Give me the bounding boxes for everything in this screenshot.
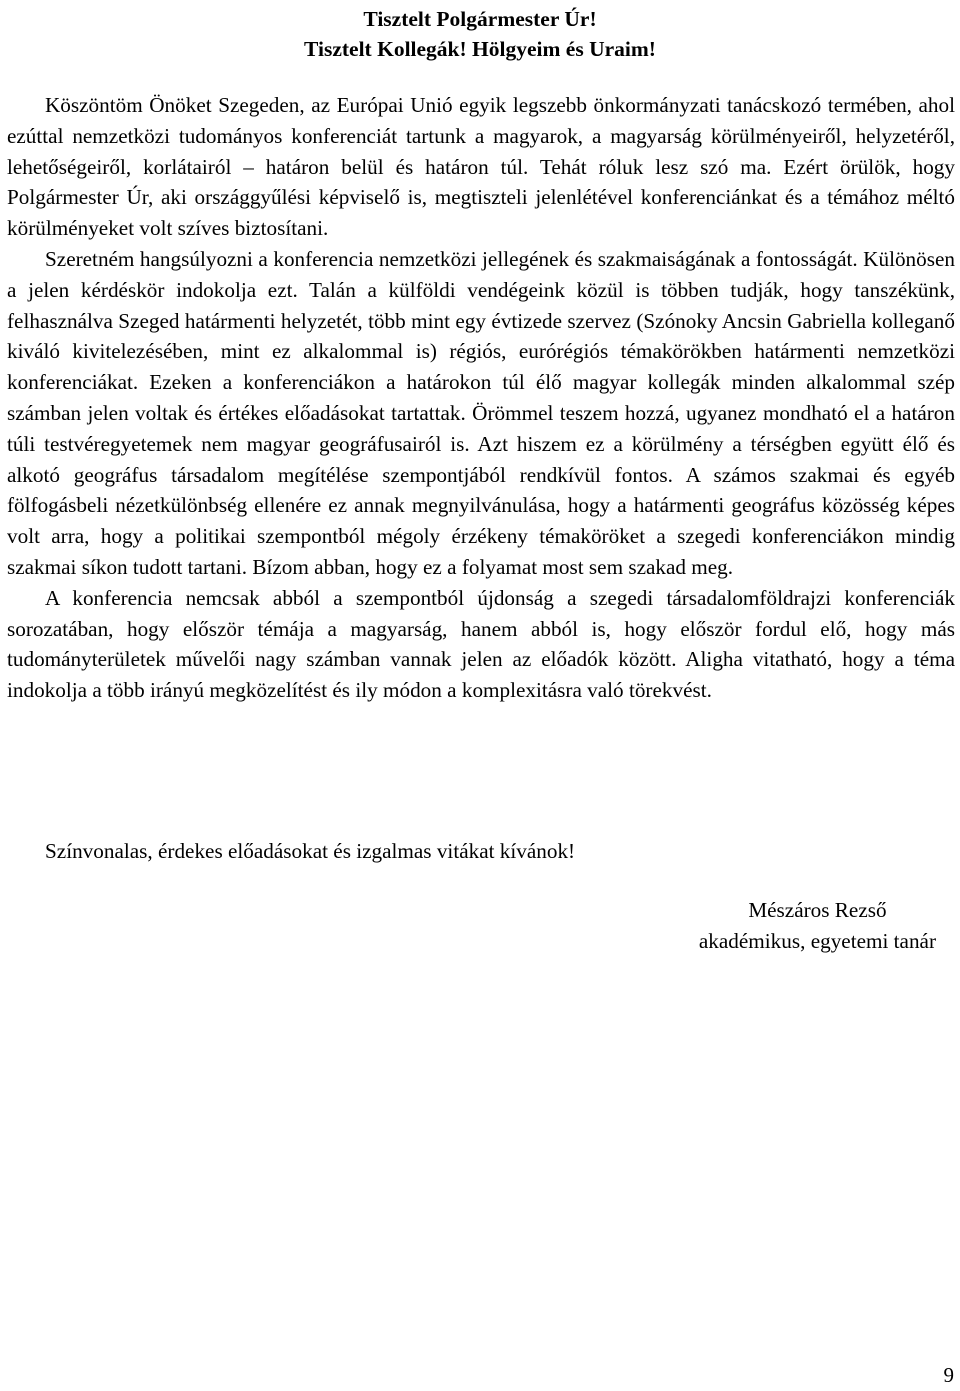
body-text — [7, 90, 955, 706]
signature-title: akadémikus, egyetemi tanár — [698, 929, 936, 953]
salutation-line-2: Tisztelt Kollegák! Hölgyeim és Uraim! — [304, 37, 656, 61]
salutation — [0, 4, 960, 64]
paragraph-welcome: Köszöntöm Önöket Szegeden, az Európai Unió egyik legszebb önkormányzati tanácskozó termében, ahol ezúttal nemzetközi tudományos konferenciát tartunk a magyarok, a magyarság körülményeiről, helyzetéről, lehetőségeiről, korlátairól – határon belül és határon túl. Tehát róluk lesz szó ma. Ezért örülök, hogy Polgármester Úr, aki országgyűlési képviselő is, megtiszteli jelenlétével konferenciánkat és a témához méltó körülményeket volt szíves biztosítani. — [7, 93, 955, 241]
page-number: 9 — [943, 1363, 954, 1387]
paragraph-novelty: A konferencia nemcsak abból a szempontból újdonság a szegedi társadalomföldrajzi konferenciák sorozatában, hogy először témája a magyarság, hanem abból is, hogy először fordul elő, hogy más tudományterületek művelői nagy számban vannak jelen az előadók között. Aligha vitatható, hogy a téma indokolja a több irányú megközelítést és ily módon a komplexitásra való törekvést. — [7, 585, 955, 703]
closing-wish: Színvonalas, érdekes előadásokat és izgalmas vitákat kívánok! — [45, 839, 576, 863]
paragraph-international-character: Szeretném hangsúlyozni a konferencia nemzetközi jellegének és szakmaiságának a fontosságát. Különösen a jelen kérdéskör indokolja ezt. Talán a külföldi vendégeink közül is többen tudják, hogy tanszékünk, felhasználva Szeged határmenti helyzetét, több mint egy évtizede szervez (Szónoky Ancsin Gabriella kolleganő kiváló kivitelezésében, mint ez alkalommal is) régiós, eurórégiós témakörökben határmenti nemzetközi konferenciákat. Ezeken a konferenciákon a határokon túl élő magyar kollegák minden alkalommal szép számban jelen voltak és értékes előadásokat tartattak. Örömmel teszem hozzá, ugyanez mondható el a határon túli testvéregyetemek nem magyar geográfusairól is. Azt hiszem ez a körülmény a térségben együtt élő és alkotó geográfus társadalom megítélése szempontjából rendkívül fontos. A számos szakmai és egyéb fölfogásbeli nézetkülönbség ellenére ez annak megnyilvánulása, hogy a határmenti geográfus közösség képes volt arra, hogy a politikai szempontból mégoly érzékeny témaköröket a szegedi konferenciákon mindig szakmai síkon tudott tartani. Bízom abban, hogy ez a folyamat most sem szakad meg. — [7, 246, 955, 579]
signature-name: Mészáros Rezső — [748, 898, 887, 922]
salutation-line-1: Tisztelt Polgármester Úr! — [363, 7, 597, 31]
signature-block — [699, 895, 936, 957]
